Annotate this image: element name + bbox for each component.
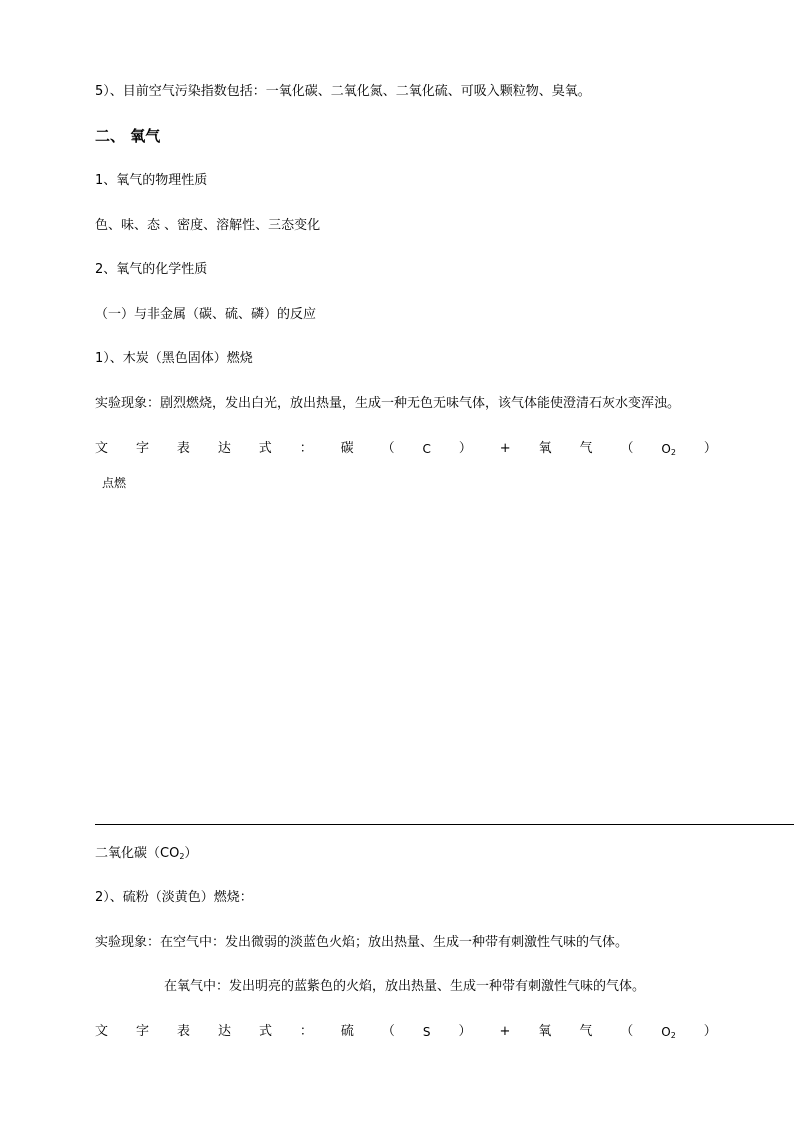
eq-char: 字 [135, 441, 149, 456]
charcoal-observation: 实验现象：剧烈燃烧，发出白光，放出热量，生成一种无色无味气体，该气体能使澄清石灰水变浑浊。 [95, 396, 681, 411]
physical-properties-text: 色、味、态 、密度、溶解性、三态变化 [95, 218, 321, 233]
charcoal-combustion-title: 1）、木炭（黑色固体）燃烧 [95, 351, 253, 366]
eq-char: （ [381, 441, 395, 456]
sulfur-observation-air: 实验现象：在空气中：发出微弱的淡蓝色火焰；放出热量、生成一种带有刺激性气味的气体。 [95, 935, 629, 950]
oxygen-formula [661, 440, 676, 462]
eq-char: 式 [258, 1024, 272, 1039]
chemical-properties-title: 2、氧气的化学性质 [95, 262, 208, 277]
product-text: 二氧化碳（CO [95, 846, 180, 861]
formula-subscript: 2 [670, 448, 676, 457]
eq-char: ） [458, 1024, 472, 1039]
eq-char: 达 [217, 1024, 231, 1039]
eq-char: 碳 [340, 441, 354, 456]
eq-char: 表 [176, 1024, 190, 1039]
physical-properties-title: 1、氧气的物理性质 [95, 173, 208, 188]
eq-char: 氧 [538, 1024, 552, 1039]
formula-subscript: 2 [179, 852, 185, 861]
pollution-index-line: 5）、目前空气污染指数包括：一氧化碳、二氧化氮、二氧化硫、可吸入颗粒物、臭氧。 [95, 84, 591, 99]
eq-char: 氧 [538, 441, 552, 456]
eq-char: （ [620, 441, 634, 456]
sulfur-word-equation [95, 1023, 717, 1045]
eq-char: （ [620, 1024, 634, 1039]
eq-char: 达 [217, 441, 231, 456]
eq-char: ） [458, 441, 472, 456]
sulfur-combustion-title: 2）、硫粉（淡黄色）燃烧： [95, 890, 253, 905]
eq-char: （ [381, 1024, 395, 1039]
ignite-condition: 点燃 [102, 476, 127, 490]
divider-line [95, 824, 794, 825]
carbon-dioxide-product [95, 845, 197, 866]
section-heading-oxygen: 二、 氧气 [95, 127, 161, 145]
eq-char: ： [299, 1024, 313, 1039]
eq-char: 文 [95, 441, 109, 456]
eq-char: 表 [176, 441, 190, 456]
formula-subscript: 2 [670, 1031, 676, 1040]
eq-char: 字 [135, 1024, 149, 1039]
eq-char: S [422, 1025, 431, 1039]
eq-char: C [422, 442, 431, 456]
eq-char: 气 [579, 441, 593, 456]
eq-char: ： [299, 441, 313, 456]
oxygen-formula [661, 1023, 676, 1045]
charcoal-word-equation [95, 440, 717, 462]
sulfur-observation-oxygen: 在氧气中：发出明亮的蓝紫色的火焰，放出热量、生成一种带有刺激性气味的气体。 [164, 979, 646, 994]
eq-char: ） [703, 441, 717, 456]
eq-char: 式 [258, 441, 272, 456]
eq-char: ） [703, 1024, 717, 1039]
eq-char: 气 [579, 1024, 593, 1039]
eq-char: + [499, 1024, 511, 1039]
nonmetal-reaction-subtitle: （一）与非金属（碳、硫、磷）的反应 [95, 307, 317, 322]
formula-symbol: O [661, 1025, 671, 1039]
formula-symbol: O [661, 442, 671, 456]
eq-char: 硫 [340, 1024, 354, 1039]
product-text-end: ） [184, 846, 198, 861]
eq-char: 文 [95, 1024, 109, 1039]
eq-char: + [499, 441, 511, 456]
